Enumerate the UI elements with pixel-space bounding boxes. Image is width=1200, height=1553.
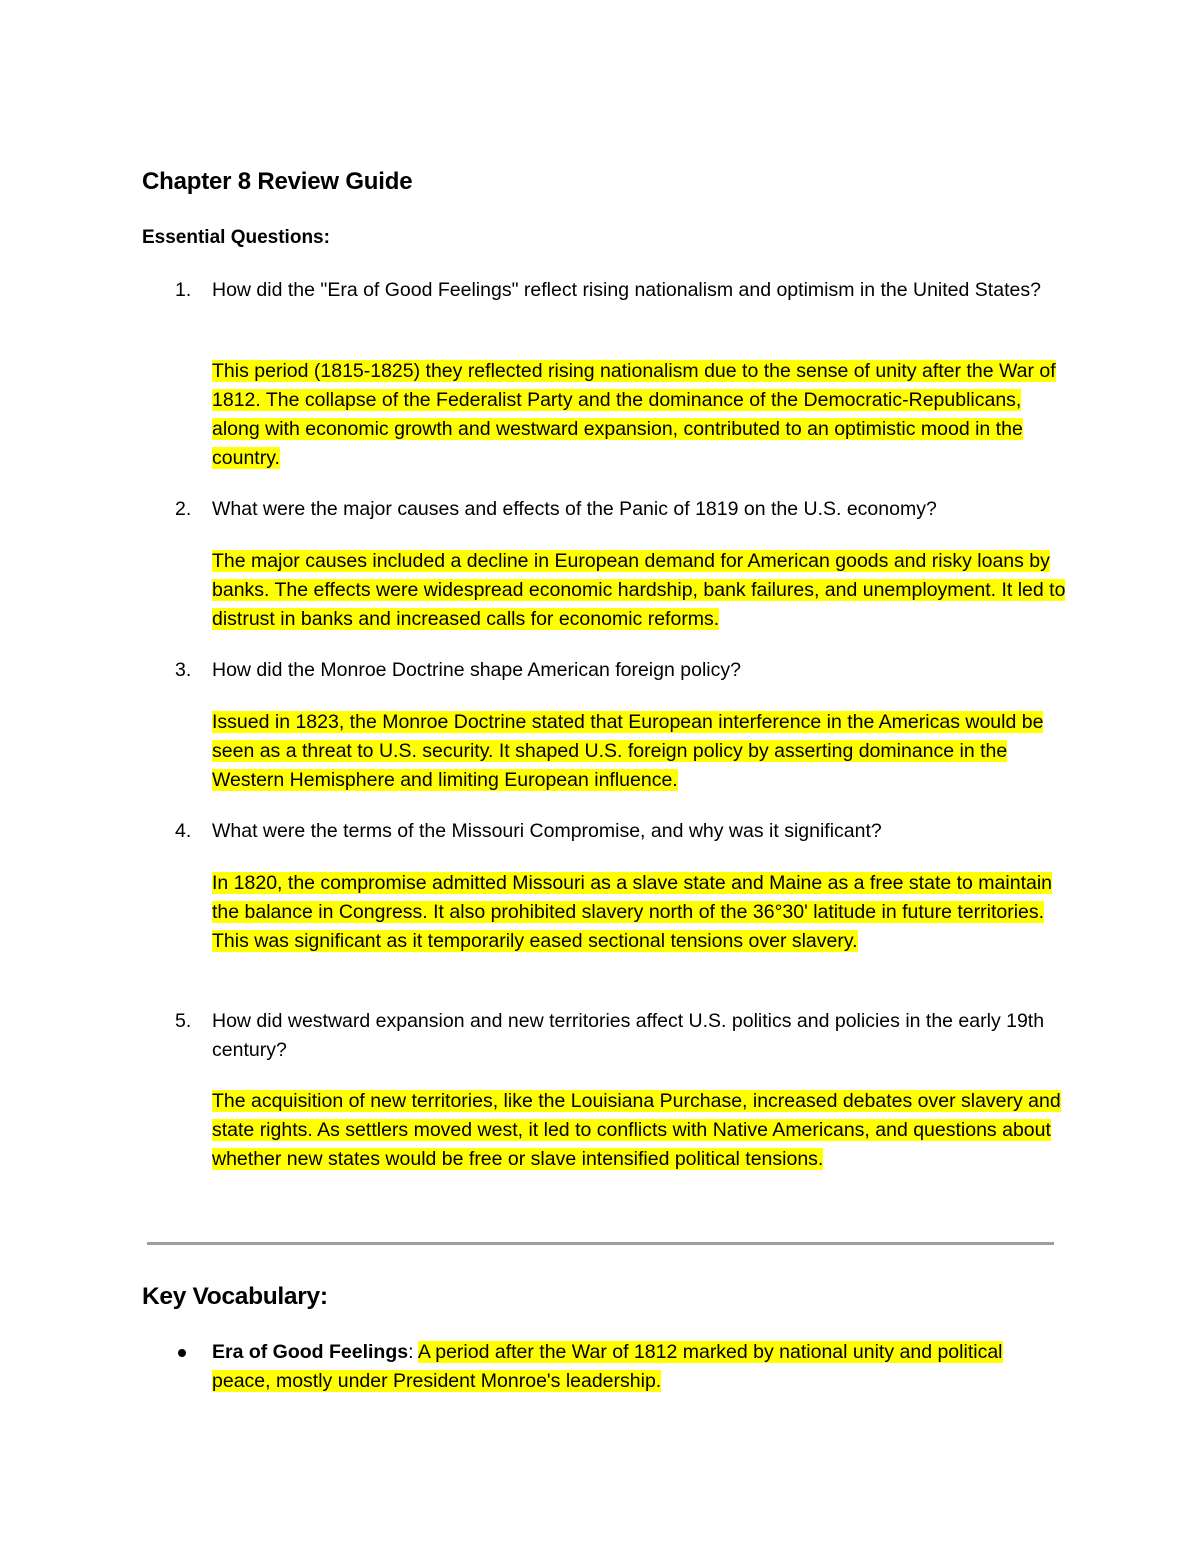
key-vocabulary-heading: Key Vocabulary: [142,1283,328,1310]
question-text: What were the major causes and effects of the Panic of 1819 on the U.S. economy? [212,498,937,520]
highlighted-answer-text: In 1820, the compromise admitted Missouri as a slave state and Maine as a free state to maintain the balance in Congress. It also prohibited slavery north of the 36°30' latitude in future territories. This was significant as it temporarily eased sectional tensions over slavery. [212,872,1053,952]
horizontal-divider [147,1242,1054,1245]
question-text: What were the terms of the Missouri Compromise, and why was it significant? [212,820,882,842]
essential-questions-heading: Essential Questions: [142,227,330,248]
highlighted-answer-text: This period (1815-1825) they reflected rising nationalism due to the sense of unity after the War of 1812. The collapse of the Federalist Party and the dominance of the Democratic-Republicans, along with economic growth and westward expansion, contributed to an optimistic mood in the country. [212,360,1056,469]
answer-4 [212,869,1072,956]
page-title: Chapter 8 Review Guide [142,168,413,195]
question-text: How did the Monroe Doctrine shape American foreign policy? [212,659,741,681]
highlighted-answer-text: The major causes included a decline in European demand for American goods and risky loans by banks. The effects were widespread economic hardship, bank failures, and unemployment. It led to distrust in banks and increased calls for economic reforms. [212,550,1066,630]
question-number: 4. [175,820,192,842]
question-5 [142,1007,1062,1065]
question-2 [142,495,1062,524]
highlighted-answer-text: The acquisition of new territories, like the Louisiana Purchase, increased debates over slavery and state rights. As settlers moved west, it led to conflicts with Native Americans, and questions about whether new states would be free or slave intensified political tensions. [212,1090,1061,1170]
question-text: How did the "Era of Good Feelings" reflect rising nationalism and optimism in the United States? [212,279,1041,301]
vocab-item [142,1338,1062,1396]
vocab-separator: : [408,1341,418,1363]
vocab-term: Era of Good Feelings [212,1341,409,1363]
answer-1 [212,357,1072,473]
question-number: 1. [175,279,192,301]
question-text: How did westward expansion and new territories affect U.S. politics and policies in the early 19th century? [212,1010,1045,1061]
vocab-entry [212,1338,1062,1396]
question-3 [142,656,1062,685]
answer-3 [212,708,1072,795]
question-number: 3. [175,659,192,681]
question-1 [142,276,1062,305]
question-4 [142,817,1062,846]
highlighted-answer-text: Issued in 1823, the Monroe Doctrine stated that European interference in the Americas would be seen as a threat to U.S. security. It shaped U.S. foreign policy by asserting dominance in the Western Hemisphere and limiting European influence. [212,711,1044,791]
bullet-icon [178,1349,186,1357]
answer-5 [212,1087,1072,1174]
vocab-definition: A period after the War of 1812 marked by national unity and political peace, mostly under President Monroe's leadership. [212,1341,1003,1392]
question-number: 2. [175,498,192,520]
answer-2 [212,547,1072,634]
question-number: 5. [175,1010,192,1032]
